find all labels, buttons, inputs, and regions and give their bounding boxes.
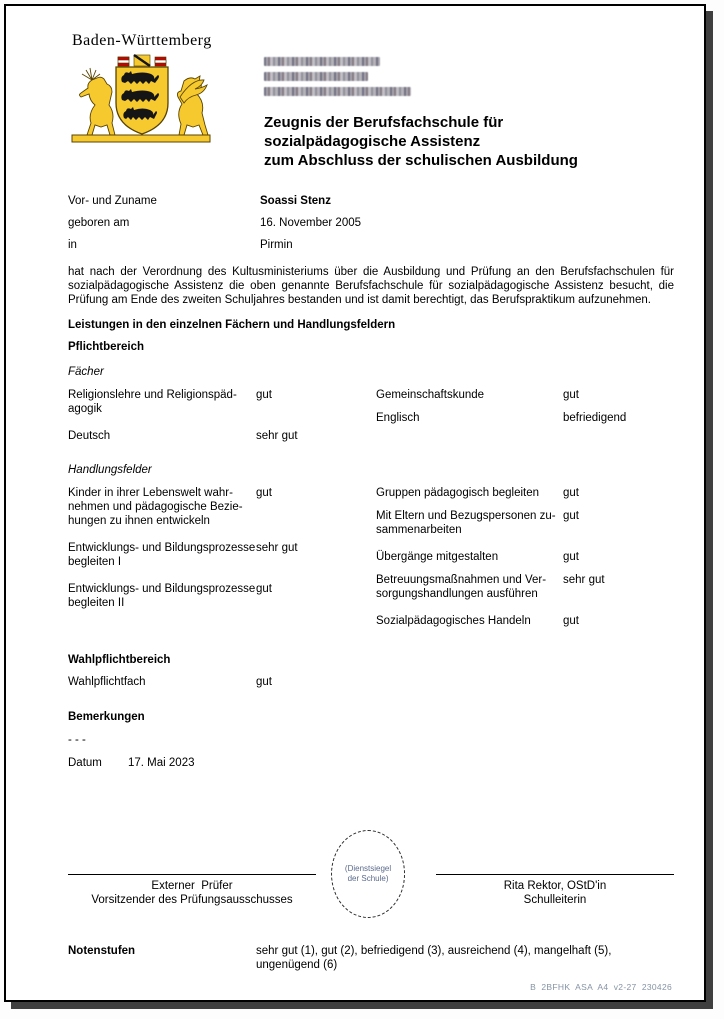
grading-scale-row (68, 944, 674, 972)
grade-row (68, 486, 376, 528)
examiner-role-line2: Vorsitzender des Prüfungsausschusses (91, 894, 293, 906)
signature-area (68, 828, 674, 928)
grade-row (376, 411, 674, 425)
grade-row (376, 614, 674, 628)
subject-label: Übergänge mitgestalten (376, 551, 499, 563)
subject-label: Kinder in ihrer Lebenswelt wahrnehmen und pädagogische Beziehungen zu ihnen entwickeln (68, 487, 243, 527)
grade-row (376, 486, 674, 500)
form-code: B 2BFHK ASA A4 v2-27 230426 (530, 982, 672, 992)
grade-row (68, 582, 376, 610)
subject-label: Entwicklungs- und Bildungsprozesse begleiten I (68, 542, 256, 568)
official-seal-placeholder (331, 830, 405, 918)
grade-value: gut (563, 389, 579, 401)
grade-value: befriedigend (563, 412, 627, 424)
grade-value: gut (256, 583, 272, 595)
grading-scale-value: sehr gut (1), gut (2), befriedigend (3), ausreichend (4), mangelhaft (5), ungenügend (6) (256, 945, 612, 971)
grade-row (68, 541, 376, 569)
grade-value: gut (563, 487, 579, 499)
results-heading: Leistungen in den einzelnen Fächern und Handlungsfeldern (68, 319, 396, 331)
header-right-block (264, 57, 674, 170)
principal-name: Rita Rektor, OStD'in (503, 880, 607, 892)
student-birthplace-label: in (68, 239, 77, 251)
document-title-line: zum Abschluss der schulischen Ausbildung (264, 152, 578, 169)
wahlpflichtfach-row (68, 675, 674, 689)
grade-value: sehr gut (256, 542, 298, 554)
subject-label: Entwicklungs- und Bildungsprozesse begleiten II (68, 583, 256, 609)
faecher-right-column (376, 388, 674, 452)
school-address-blurred-line (264, 87, 411, 96)
student-name-value: Soassi Stenz (260, 195, 331, 207)
grade-value: gut (563, 551, 579, 563)
bemerkungen-heading: Bemerkungen (68, 711, 145, 723)
document-title (264, 113, 674, 170)
handlungsfelder-heading: Handlungsfelder (68, 464, 152, 476)
wahlpflichtbereich-heading: Wahlpflichtbereich (68, 654, 171, 666)
handlungsfelder-left-column (68, 486, 376, 637)
grade-value: sehr gut (256, 430, 298, 442)
faecher-left-column (68, 388, 376, 452)
grading-scale-label: Notenstufen (68, 945, 136, 957)
student-name-label: Vor- und Zuname (68, 195, 157, 207)
document-title-line: sozialpädagogische Assistenz (264, 133, 481, 150)
student-birthplace-value: Pirmin (260, 239, 293, 251)
document-title-line: Zeugnis der Berufsfachschule für (264, 114, 504, 131)
grade-row (68, 429, 376, 443)
certificate-content (6, 6, 704, 1000)
grade-row (376, 550, 674, 564)
grade-row (376, 388, 674, 402)
subject-label: Gruppen pädagogisch begleiten (376, 487, 540, 499)
coat-of-arms-icon (68, 53, 216, 170)
grade-value: gut (563, 615, 579, 627)
grade-row (376, 573, 674, 601)
examiner-signature-block (68, 874, 316, 907)
grade-value: sehr gut (563, 574, 605, 586)
certification-statement: hat nach der Verordnung des Kultusministeriums über die Ausbildung und Prüfung an den Berufsfachschulen für sozialpädagogische Assistenz die oben genannte Berufsfachschule für sozialpädagogische Assistenz besucht, die Prüfung am Ende des zweiten Schuljahres bestanden und ist damit berechtigt, das Berufspraktikum aufzunehmen. (68, 266, 674, 306)
date-row (68, 756, 195, 770)
seal-text-line: der Schule) (347, 874, 389, 883)
grade-value: gut (256, 487, 272, 499)
handlungsfelder-grid (68, 486, 674, 637)
faecher-heading: Fächer (68, 366, 104, 378)
principal-role: Schulleiterin (523, 894, 587, 906)
date-value: 17. Mai 2023 (128, 757, 195, 769)
principal-signature-line (436, 874, 674, 875)
school-address-blurred-line (264, 72, 368, 81)
school-address-blurred (264, 57, 674, 96)
school-address-blurred-line (264, 57, 380, 66)
grade-row (68, 388, 376, 416)
header-row (68, 53, 674, 170)
subject-label: Sozialpädagogisches Handeln (376, 615, 531, 627)
principal-signature-block (436, 874, 674, 907)
student-name-row (68, 194, 674, 208)
date-label: Datum (68, 757, 102, 769)
certificate-page (4, 4, 706, 1002)
grade-value: gut (256, 389, 272, 401)
grade-value: gut (256, 676, 272, 688)
subject-label: Mit Eltern und Bezugspersonen zusammenarbeiten (376, 510, 556, 536)
pflichtbereich-heading: Pflichtbereich (68, 341, 145, 353)
subject-label: Gemeinschaftskunde (376, 389, 485, 401)
subject-label: Religionslehre und Religionspädagogik (68, 389, 237, 415)
seal-text-line: (Dienstsiegel (344, 864, 392, 873)
student-block (68, 194, 674, 252)
faecher-grid (68, 388, 674, 452)
grade-row (376, 509, 674, 537)
examiner-role-line1: Externer Prüfer (151, 880, 233, 892)
examiner-signature-line (68, 874, 316, 875)
grade-value: gut (563, 510, 579, 522)
subject-label: Wahlpflichtfach (68, 676, 146, 688)
handlungsfelder-right-column (376, 486, 674, 637)
student-birthdate-value: 16. November 2005 (260, 217, 362, 229)
student-birthdate-label: geboren am (68, 217, 130, 229)
subject-label: Betreuungsmaßnahmen und Versorgungshandlungen ausführen (376, 574, 547, 600)
student-birthdate-row (68, 216, 674, 230)
bemerkungen-value: - - - (68, 734, 86, 746)
subject-label: Deutsch (68, 430, 111, 442)
student-birthplace-row (68, 238, 674, 252)
subject-label: Englisch (376, 412, 420, 424)
state-wordmark: Baden-Württemberg (72, 32, 212, 49)
